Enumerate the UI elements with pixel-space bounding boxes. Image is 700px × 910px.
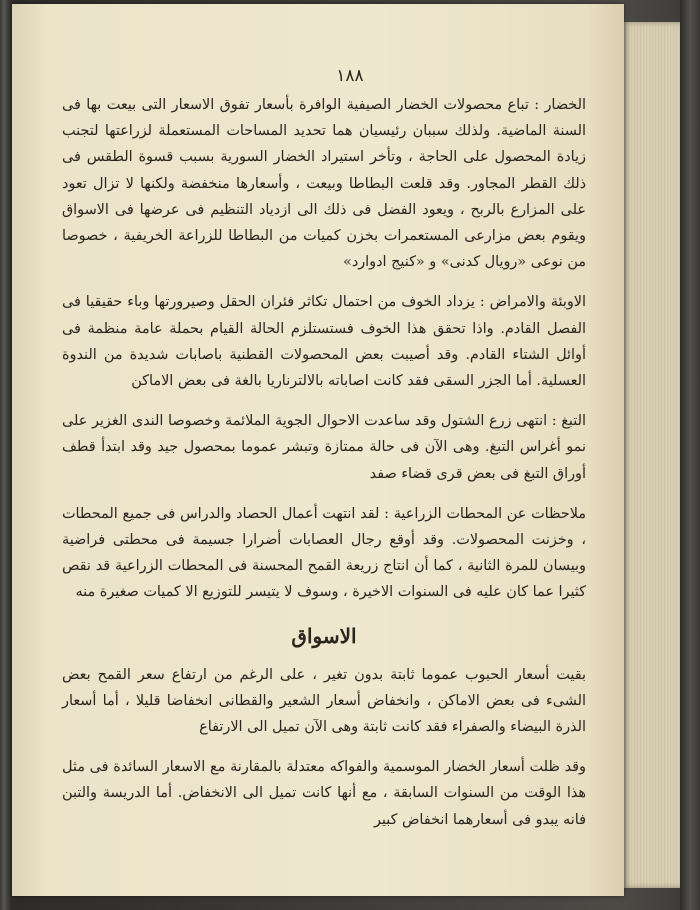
paragraph-label: التبغ : xyxy=(551,413,587,430)
paragraph-epidemics xyxy=(62,289,586,394)
paragraph-label: الخضار : xyxy=(534,97,586,113)
paragraph-text: تباع محصولات الخضار الصيفية الوافرة بأسعار تفوق الاسعار التى بيعت بها فى السنة الماضية. ولذلك سببان رئيسيان هما تحديد المساحات المستعملة لزراعتها لتجنب زيادة المحصول على الحاجة ، وتأخر استيراد الخضار السورية بسبب قسوة الطقس فى ذلك القطر المجاور. وقد قلعت البطاطا وبيعت ، وأسعارها منخفضة ولكنها لا تزال تعود على المزارع بالربح ، ويعود الفضل فى ذلك الى ازدياد التنظيم فى عرضها فى الاسواق ويقوم بعض مزارعى المستعمرات بخزن كميات من البطاطا للزراعة الخريفية ، خصوصا من نوعى «رويال كدنى» و «كنيج ادوارد» xyxy=(62,97,586,271)
page-content xyxy=(62,92,586,833)
paragraph-text: وقد ظلت أسعار الخضار الموسمية والفواكه معتدلة بالمقارنة مع الاسعار السائدة فى مثل هذا الوقت من السنوات السابقة ، مع أنها كانت تميل الى الانخفاض. أما الدريسة والتبن فانه يبدو فى أسعارهما انخفاض كبير xyxy=(62,759,586,828)
paragraph-text: انتهى زرع الشتول وقد ساعدت الاحوال الجوية الملائمة وخصوصا الندى الغزير على نمو أغراس التبغ. وهى الآن فى حالة ممتازة وتبشر عموما بمحصول جيد وقد ابتدأ قطف أوراق التبغ فى بعض قرى قضاء صفد xyxy=(62,413,586,482)
paragraph-text: لقد انتهت أعمال الحصاد والدراس فى جميع المحطات ، وخزنت المحصولات. وقد أوقع رجال العصابات أضرارا جسيمة فى محطتى فراضية وبيسان للمرة الثانية ، كما أن انتاج زريعة القمح المحسنة فى المحطات الزراعية قد نقص كثيرا عما كان عليه فى السنوات الاخيرة ، وسوف لا يتيسر للتوزيع الا كميات صغيرة منه xyxy=(62,505,586,601)
paragraph-grain-prices xyxy=(62,662,586,741)
paragraph-tobacco xyxy=(62,408,586,487)
paragraph-vegetables xyxy=(62,92,586,275)
section-heading-markets: الاسواق xyxy=(291,623,357,648)
book-page-edges xyxy=(622,22,680,888)
paragraph-text: يزداد الخوف من احتمال تكاثر فئران الحقل وصيرورتها وباء حقيقيا فى الفصل القادم. واذا تحقق هذا الخوف فستستلزم الحالة القيام بحملة عامة منظمة فى أوائل الشتاء القادم. وقد أصيبت بعض المحصولات القطنية باصابات شديدة من الندوة العسلية. أما الجزر السقى فقد كانت اصاباته بالالترناريا بالغة فى بعض الاماكن xyxy=(62,294,586,390)
paragraph-label: ملاحظات عن المحطات الزراعية : xyxy=(384,505,586,522)
paragraph-label: الاوبئة والامراض : xyxy=(479,294,586,311)
paragraph-stations xyxy=(62,501,586,606)
paragraph-text: بقيت أسعار الحبوب عموما ثابتة بدون تغير ، على الرغم من ارتفاع سعر القمح بعض الشىء فى بعض الاماكن ، وانخفاض أسعار الشعير والقطانى انخفاضا قليلا ، أما أسعار الذرة البيضاء والصفراء فقد كانت ثابتة وهى الآن تميل الى الارتفاع xyxy=(62,666,586,736)
paragraph-vegetable-prices xyxy=(62,754,586,833)
page-number: ١٨٨ xyxy=(336,66,364,86)
book-cover-edge xyxy=(680,0,700,910)
